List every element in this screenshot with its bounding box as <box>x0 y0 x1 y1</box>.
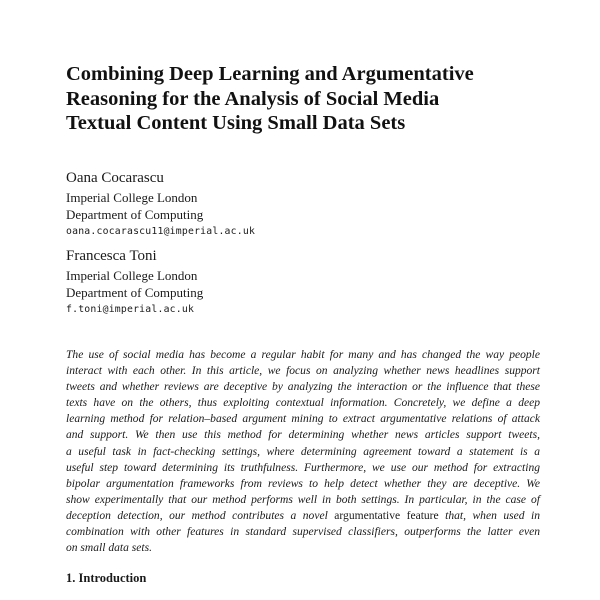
author-email: f.toni@imperial.ac.uk <box>66 304 195 315</box>
author-block <box>66 170 466 240</box>
abstract-line: The use of social media has become a regular habit for many and has changed the way people <box>66 349 540 361</box>
abstract-line: show experimentally that our method performs well in both settings. In particular, in the case of <box>66 493 540 506</box>
author-name: Oana Cocarascu <box>66 170 164 186</box>
author-affiliation: Imperial College London <box>66 268 198 283</box>
author-name: Francesca Toni <box>66 248 157 264</box>
author-affiliation: Imperial College London <box>66 190 198 205</box>
abstract-line: learning method for relation–based argument mining to extract argumentative relations of attack <box>66 413 540 426</box>
author-block <box>66 248 466 318</box>
abstract-line <box>66 508 540 524</box>
paper-title <box>66 62 536 136</box>
abstract-line: combination with other features in standard supervised classifiers, outperforms the latter even <box>66 526 540 539</box>
abstract-line: on small data sets. <box>66 542 152 555</box>
abstract-line: and support. We then use this method for determining whether news articles support tweets, <box>66 429 540 442</box>
abstract-line: texts have on the others, thus exploiting contextual information. Concretely, we define a deep <box>66 397 540 410</box>
highlighted-term: argumentative feature <box>334 509 439 522</box>
abstract-text: that, when used in <box>438 509 540 522</box>
author-email: oana.cocarascu11@imperial.ac.uk <box>66 226 256 237</box>
author-department: Department of Computing <box>66 207 204 222</box>
abstract-line: a useful task in fact-checking settings, where determining agreement toward a statement is a <box>66 445 540 458</box>
abstract-line: bipolar argumentation frameworks from reviews to help detect whether they are deceptive. We <box>66 477 540 490</box>
author-department: Department of Computing <box>66 285 204 300</box>
abstract-line: tweets and whether reviews are deceptive by analyzing the interaction or the influence that these <box>66 381 540 394</box>
section-heading-introduction: 1. Introduction <box>66 571 147 585</box>
title-line: Textual Content Using Small Data Sets <box>66 112 406 134</box>
title-line: Combining Deep Learning and Argumentative <box>66 63 474 85</box>
abstract-line: interact with each other. In this article, we focus on analyzing whether news headlines support <box>66 365 540 378</box>
abstract-text: deception detection, our method contributes a novel <box>66 509 335 522</box>
abstract <box>66 347 540 556</box>
abstract-line: useful step toward determining its truthfulness. Furthermore, we use our method for extracting <box>66 461 540 474</box>
title-line: Reasoning for the Analysis of Social Media <box>66 87 440 110</box>
